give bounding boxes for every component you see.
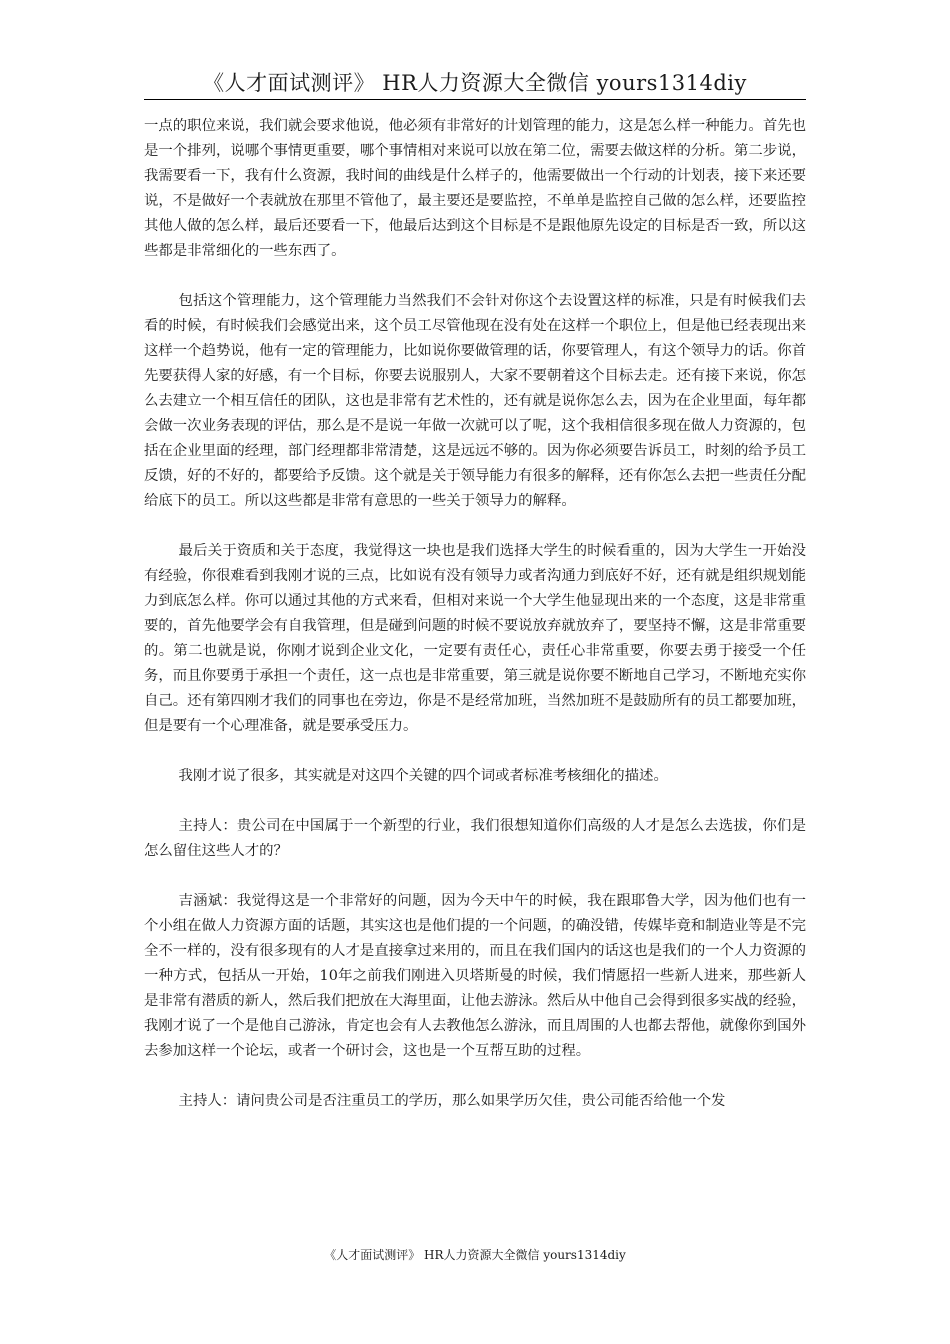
- header-divider: [144, 99, 806, 100]
- paragraph-4: 我刚才说了很多，其实就是对这四个关键的四个词或者标准考核细化的描述。: [178, 768, 668, 784]
- paragraph-2: 包括这个管理能力，这个管理能力当然我们不会针对你这个去设置这样的标准，只是有时候我们去看的时候，有时候我们会感觉出来，这个员工尽管他现在没有处在这样一个职位上，但是他已经表现出来这样一个趋势说，他有一定的管理能力，比如说你要做管理的话，你要管理人，有这个领导力的话。你首先要获得人家的好感，有一个目标，你要去说服别人，大家不要朝着这个目标去走。还有接下来说，你怎么去建立一个相互信任的团队，这也是非常有艺术性的，还有就是说你怎么去，因为在企业里面，每年都会做一次业务表现的评估，那么是不是说一年做一次就可以了呢，这个我相信很多现在做人力资源的，包括在企业里面的经理，部门经理都非常清楚，这是远远不够的。因为你必须要告诉员工，时刻的给予员工反馈，好的不好的，都要给予反馈。这个就是关于领导能力有很多的解释，还有你怎么去把一些责任分配给底下的员工。所以这些都是非常有意思的一些关于领导力的解释。: [144, 293, 806, 509]
- page-footer: 《人才面试测评》 HR人力资源大全微信 yours1314diy: [324, 1248, 626, 1262]
- paragraph-6: 吉涵斌：我觉得这是一个非常好的问题，因为今天中午的时候，我在跟耶鲁大学，因为他们也有一个小组在做人力资源方面的话题，其实这也是他们提的一个问题，的确没错，传媒毕竟和制造业等是不完全不一样的，没有很多现有的人才是直接拿过来用的，而且在我们国内的话这也是我们的一个人力资源的一种方式，包括从一开始，10年之前我们刚进入贝塔斯曼的时候，我们情愿招一些新人进来，那些新人是非常有潜质的新人，然后我们把放在大海里面，让他去游泳。然后从中他自己会得到很多实战的经验，我刚才说了一个是他自己游泳，肯定也会有人去教他怎么游泳，而且周围的人也都去帮他，就像你到国外去参加这样一个论坛，或者一个研讨会，这也是一个互帮互助的过程。: [144, 893, 806, 1059]
- paragraph-5: 主持人：贵公司在中国属于一个新型的行业，我们很想知道你们高级的人才是怎么去选拔，你们是怎么留住这些人才的？: [144, 818, 806, 859]
- paragraph-7: 主持人：请问贵公司是否注重员工的学历，那么如果学历欠佳，贵公司能否给他一个发: [178, 1093, 726, 1109]
- paragraph-1: 一点的职位来说，我们就会要求他说，他必须有非常好的计划管理的能力，这是怎么样一种能力。首先也是一个排列，说哪个事情更重要，哪个事情相对来说可以放在第二位，需要去做这样的分析。第二步说，我需要看一下，我有什么资源，我时间的曲线是什么样子的，他需要做出一个行动的计划表，接下来还要说，不是做好一个表就放在那里不管他了，最主要还是要监控，不单单是监控自己做的怎么样，还要监控其他人做的怎么样，最后还要看一下，他最后达到这个目标是不是跟他原先设定的目标是否一致，所以这些都是非常细化的一些东西了。: [144, 118, 806, 259]
- page-header: 《人才面试测评》 HR人力资源大全微信 yours1314diy: [203, 71, 747, 95]
- paragraph-3: 最后关于资质和关于态度，我觉得这一块也是我们选择大学生的时候看重的，因为大学生一开始没有经验，你很难看到我刚才说的三点，比如说有没有领导力或者沟通力到底好不好，还有就是组织规划能力到底怎么样。你可以通过其他的方式来看，但相对来说一个大学生他显现出来的一个态度，这是非常重要的，首先他要学会有自我管理，但是碰到问题的时候不要说放弃就放弃了，要坚持不懈，这是非常重要的。第二也就是说，你刚才说到企业文化，一定要有责任心，责任心非常重要，你要去勇于接受一个任务，而且你要勇于承担一个责任，这一点也是非常重要，第三就是说你要不断地自己学习，不断地充实你自己。还有第四刚才我们的同事也在旁边，你是不是经常加班，当然加班不是鼓励所有的员工都要加班，但是要有一个心理准备，就是要承受压力。: [144, 543, 806, 734]
- document-body: [144, 114, 806, 1139]
